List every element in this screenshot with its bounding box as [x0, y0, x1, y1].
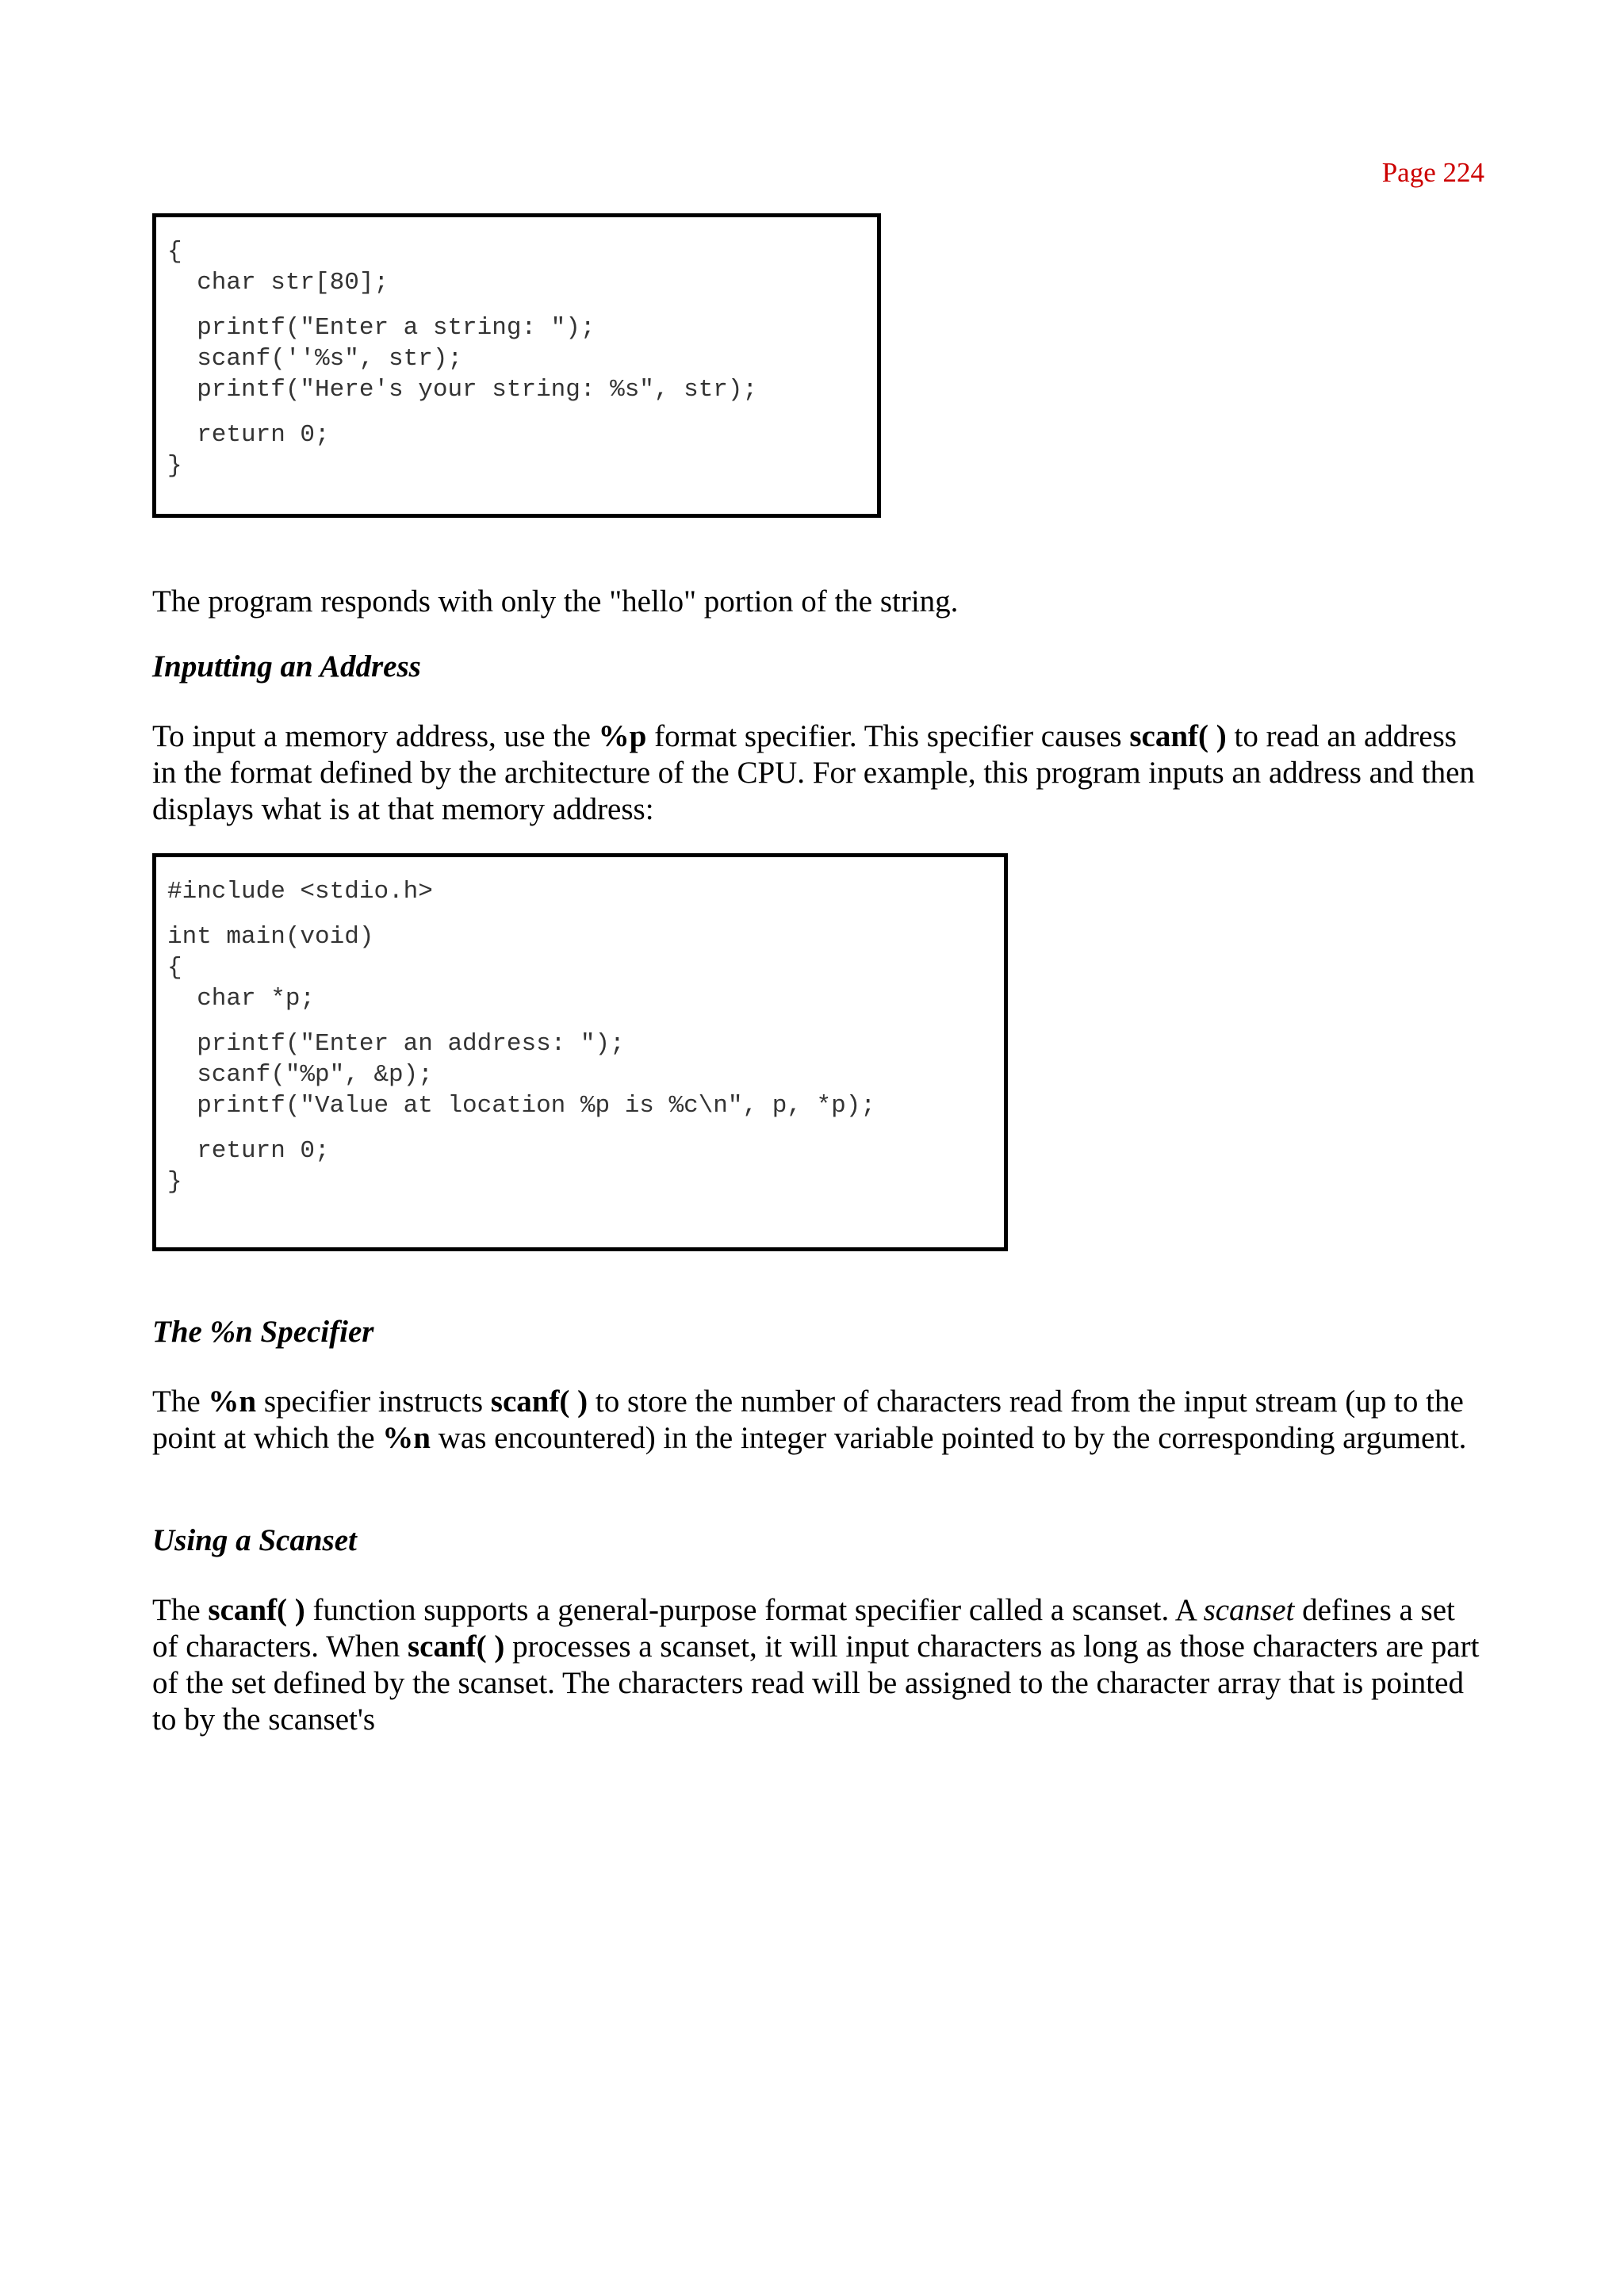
code-line: printf("Enter an address: ");	[167, 1030, 625, 1058]
code-line: }	[167, 452, 182, 480]
code-line: char str[80];	[167, 269, 389, 297]
code-blank-line	[167, 405, 877, 419]
heading-inputting-address: Inputting an Address	[152, 649, 421, 684]
code-block-1	[152, 213, 881, 518]
code-line: return 0;	[167, 1137, 330, 1165]
code-line: char *p;	[167, 985, 316, 1013]
code-blank-line	[167, 298, 877, 312]
code-line: scanf("%p", &p);	[167, 1061, 433, 1089]
paragraph-address: To input a memory address, use the %p format specifier. This specifier causes scanf( ) to read an address in the format defined by the architecture of the CPU. For example, this program inputs an address and then displays what is at that memory address:	[152, 719, 1475, 826]
code-line: return 0;	[167, 421, 330, 449]
code-line: printf("Here's your string: %s", str);	[167, 376, 758, 404]
heading-n-specifier: The %n Specifier	[152, 1315, 374, 1349]
code-line: {	[167, 238, 182, 266]
code-line: printf("Value at location %p is %c\n", p, *p);	[167, 1092, 875, 1120]
page-number: Page 224	[1381, 157, 1484, 188]
paragraph-scanset: The scanf( ) function supports a general-purpose format specifier called a scanset. A scanset defines a set of characters. When scanf( ) processes a scanset, it will input characters as long as those characters are part of the set defined by the scanset. The characters read will be assigned to the character array that is pointed to by the scanset's	[152, 1593, 1480, 1737]
code-line: printf("Enter a string: ");	[167, 314, 596, 342]
code-line: }	[167, 1168, 182, 1196]
paragraph-program-responds: The program responds with only the "hello" portion of the string.	[152, 584, 959, 618]
code-line: #include <stdio.h>	[167, 878, 433, 906]
code-blank-line	[167, 1014, 1004, 1028]
code-block-2	[152, 853, 1008, 1251]
heading-using-scanset: Using a Scanset	[152, 1523, 357, 1557]
code-line: scanf(''%s", str);	[167, 345, 463, 373]
paragraph-n-specifier: The %n specifier instructs scanf( ) to store the number of characters read from the input stream (up to the point at which the %n was encountered) in the integer variable pointed to by the corresponding argument.	[152, 1384, 1467, 1455]
code-blank-line	[167, 907, 1004, 921]
code-blank-line	[167, 1121, 1004, 1136]
code-line: {	[167, 954, 182, 982]
code-line: int main(void)	[167, 923, 374, 951]
